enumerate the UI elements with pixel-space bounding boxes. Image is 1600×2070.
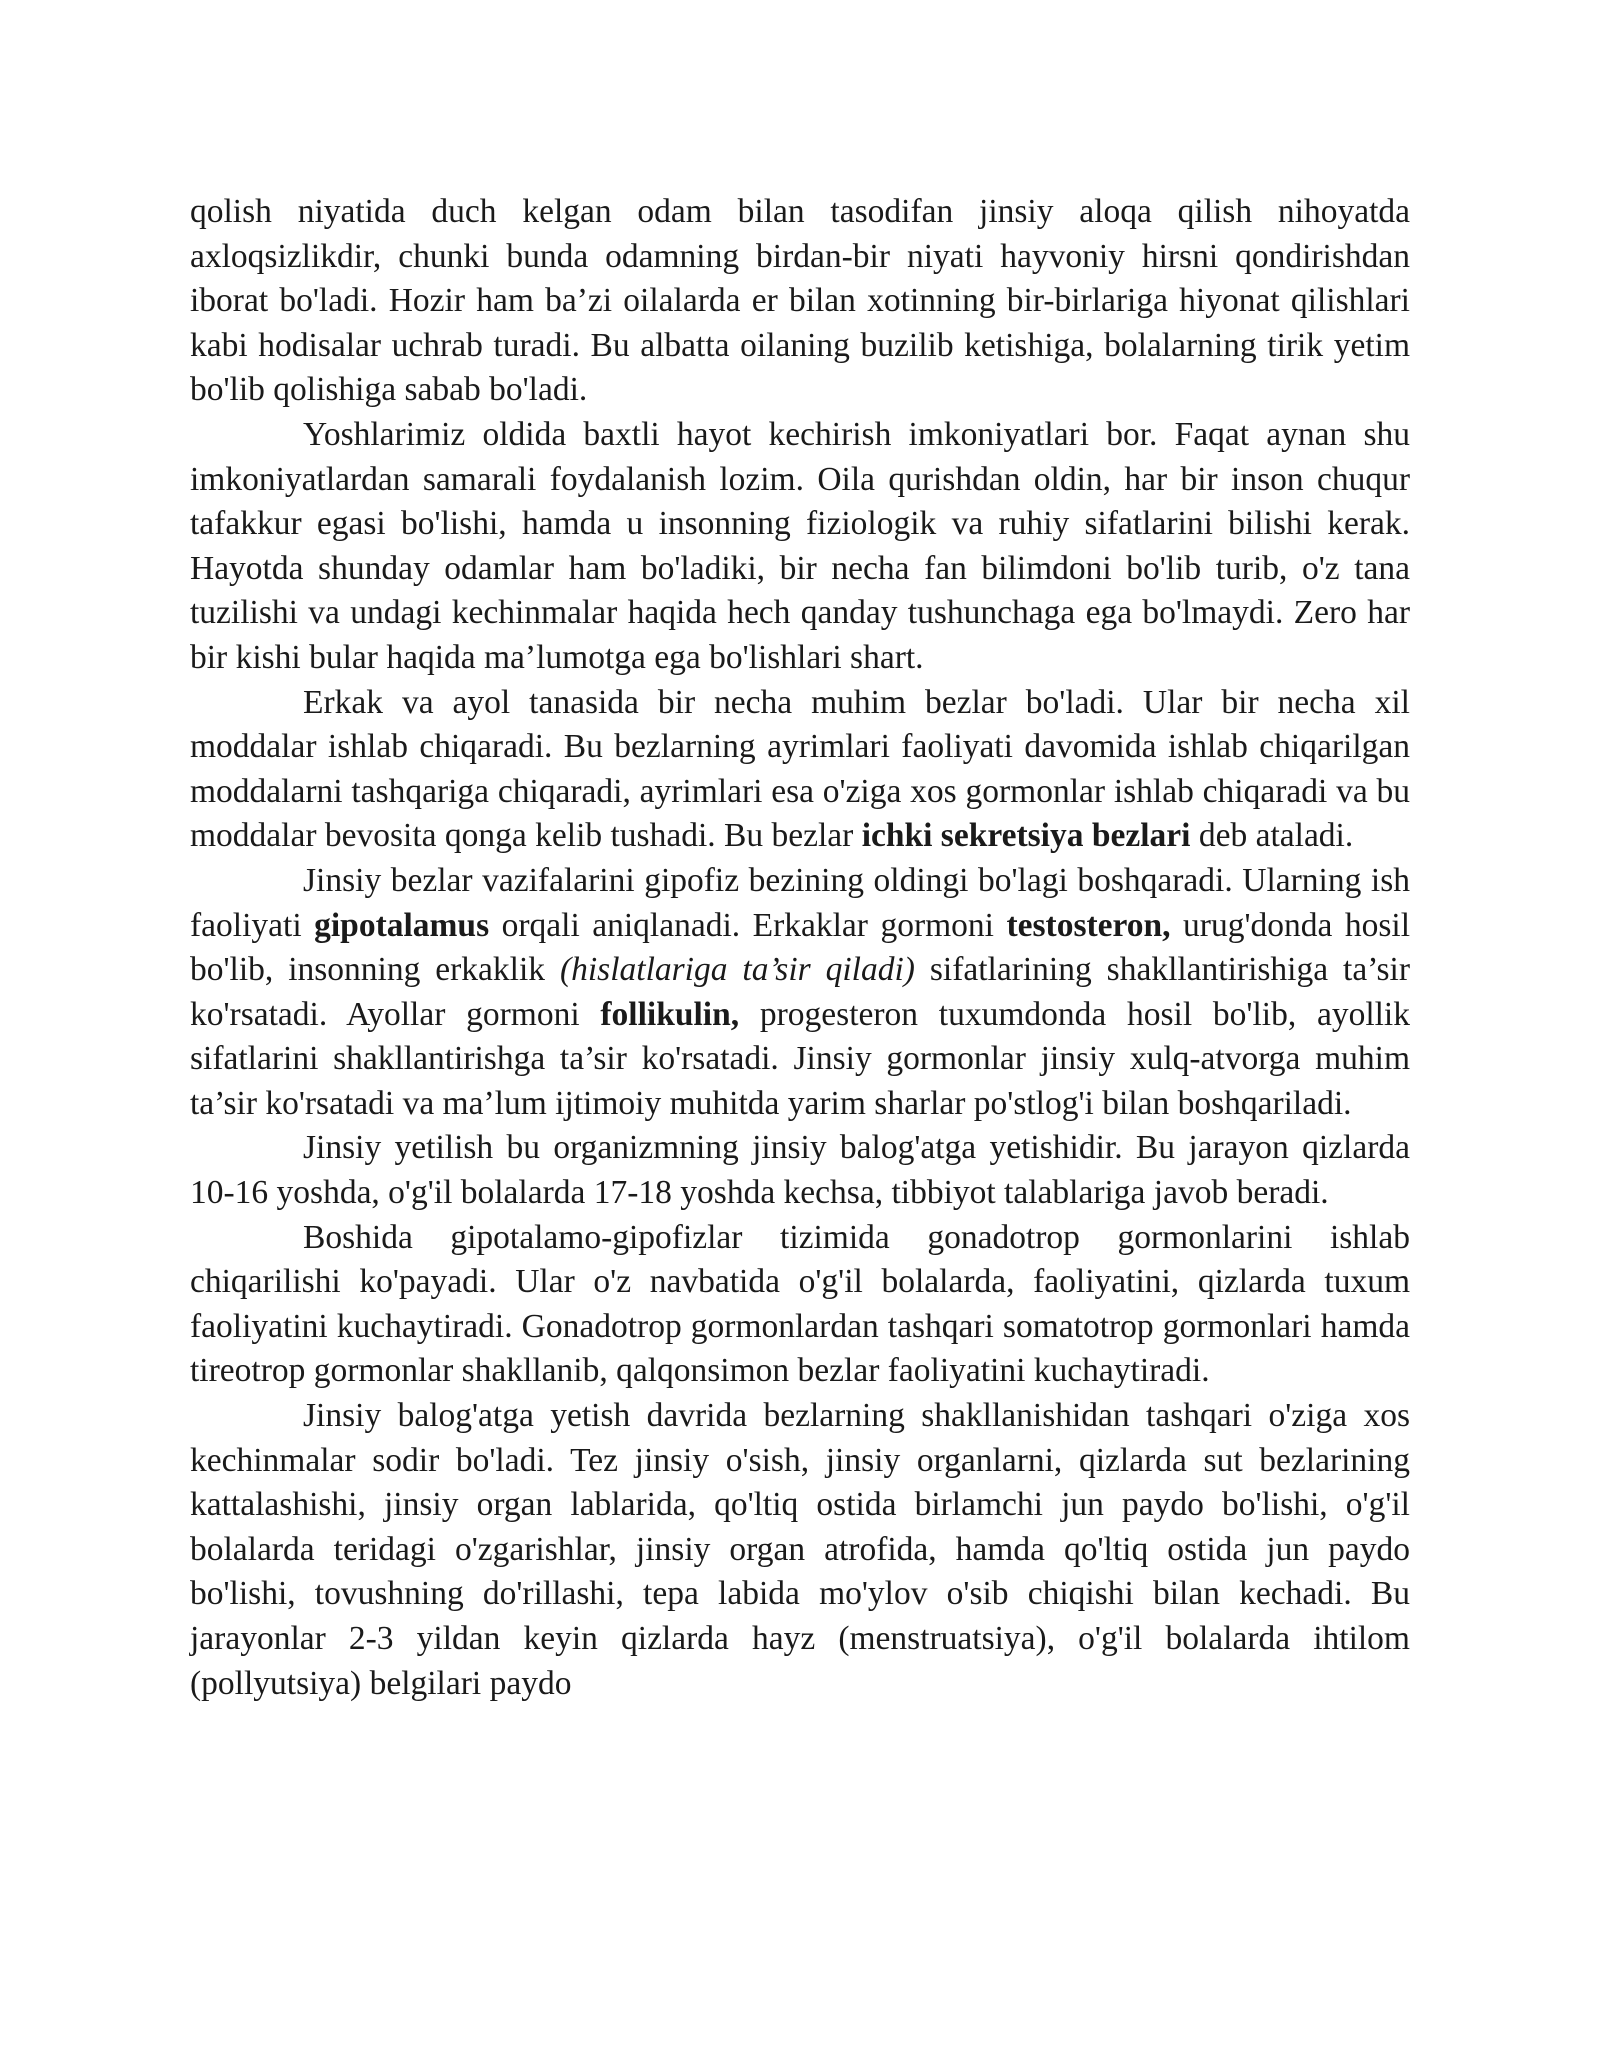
paragraph-5 — [190, 1126, 1410, 1215]
paragraph-text: Boshida gipotalamo-gipofizlar tizimida gonadotrop gormonlarini ishlab chiqarilishi ko'payadi. Ular o'z navbatida o'g'il bolalarda, faoliyatini, qizlarda tuxum faoliyatini kuchaytiradi. Gonadotrop gormonlardan tashqari somatotrop gormonlari hamda tireotrop gormonlar shakllanib, qalqonsimon bezlar faoliyatini kuchaytiradi. — [190, 1218, 1410, 1390]
bold-term: follikulin, — [600, 995, 740, 1033]
paragraph-text: urug'donda hosil bo'lib, insonning erkaklik — [190, 906, 1411, 989]
paragraph-text: qolish niyatida duch kelgan odam bilan tasodifan jinsiy aloqa qilish nihoyatda axloqsizlikdir, chunki bunda odamning birdan-bir niyati hayvoniy hirsni qondirishdan iborat bo'ladi. Hozir ham ba’zi oilalarda er bilan xotinning bir-birlariga hiyonat qilishlari kabi hodisalar uchrab turadi. Bu albatta oilaning buzilib ketishiga, bolalarning tirik yetim bo'lib qolishiga sabab bo'ladi. — [190, 193, 1410, 409]
paragraph-3 — [190, 681, 1410, 859]
paragraph-text: Jinsiy yetilish bu organizmning jinsiy balog'atga yetishidir. Bu jarayon qizlarda 10-16 yoshda, o'g'il bolalarda 17-18 yoshda kechsa, tibbiyot talablariga javob beradi. — [190, 1129, 1410, 1212]
paragraph-text: sifatlarining shakllantirishiga ta’sir ko'rsatadi. Ayollar gormoni — [190, 951, 1410, 1033]
paragraph-text: Yoshlarimiz oldida baxtli hayot kechirish imkoniyatlari bor. Faqat aynan shu imkoniyatlardan samarali foydalanish lozim. Oila qurishdan oldin, har bir inson chuqur tafakkur egasi bo'lishi, hamda u insonning fiziologik va ruhiy sifatlarini bilishi kerak. Hayotda shunday odamlar ham bo'ladiki, bir necha fan bilimdoni bo'lib turib, o'z tana tuzilishi va undagi kechinmalar haqida hech qanday tushunchaga ega bo'lmaydi. Zero har bir kishi bular haqida ma’lumotga ega bo'lishlari shart. — [190, 415, 1410, 676]
paragraph-text: Jinsiy balog'atga yetish davrida bezlarning shakllanishidan tashqari o'ziga xos kechinmalar sodir bo'ladi. Tez jinsiy o'sish, jinsiy organlarni, qizlarda sut bezlarining kattalashishi, jinsiy organ lablarida, qo'ltiq ostida birlamchi jun paydo bo'lishi, o'g'il bolalarda teridagi o'zgarishlar, jinsiy organ atrofida, hamda qo'ltiq ostida jun paydo bo'lishi, tovushning do'rillashi, tepa labida mo'ylov o'sib chiqishi bilan kechadi. Bu jarayonlar 2-3 yildan keyin qizlarda hayz (menstruatsiya), o'g'il bolalarda ihtilom (pollyutsiya) belgilari paydo — [190, 1397, 1410, 1702]
paragraph-7 — [190, 1394, 1410, 1706]
bold-term: testosteron, — [1006, 906, 1171, 944]
paragraph-1 — [190, 190, 1410, 413]
bold-term: ichki sekretsiya bezlari — [861, 817, 1191, 855]
paragraph-2 — [190, 413, 1410, 681]
italic-note: (hislatlariga ta’sir qiladi) — [559, 951, 915, 989]
paragraph-text: orqali aniqlanadi. Erkaklar gormoni — [489, 906, 1007, 944]
paragraph-text: progesteron tuxumdonda hosil bo'lib, ayollik sifatlarini shakllantirishga ta’sir ko'rsatadi. Jinsiy gormonlar jinsiy xulq-atvorga muhim ta’sir ko'rsatadi va ma’lum ijtimoiy muhitda yarim sharlar po'stlog'i bilan boshqariladi. — [190, 995, 1410, 1122]
paragraph-text: deb ataladi. — [1190, 817, 1354, 855]
paragraph-4 — [190, 859, 1410, 1127]
paragraph-6 — [190, 1216, 1410, 1394]
document-page — [190, 190, 1410, 1706]
bold-term: gipotalamus — [314, 906, 490, 944]
paragraph-text: Erkak va ayol tanasida bir necha muhim bezlar bo'ladi. Ular bir necha xil moddalar ishlab chiqaradi. Bu bezlarning ayrimlari faoliyati davomida ishlab chiqarilgan moddalarni tashqariga chiqaradi, ayrimlari esa o'ziga xos gormonlar ishlab chiqaradi va bu moddalar bevosita qonga kelib tushadi. Bu bezlar — [190, 683, 1410, 855]
paragraph-text: Jinsiy bezlar vazifalarini gipofiz bezining oldingi bo'lagi boshqaradi. Ularning ish faoliyati — [190, 861, 1410, 944]
